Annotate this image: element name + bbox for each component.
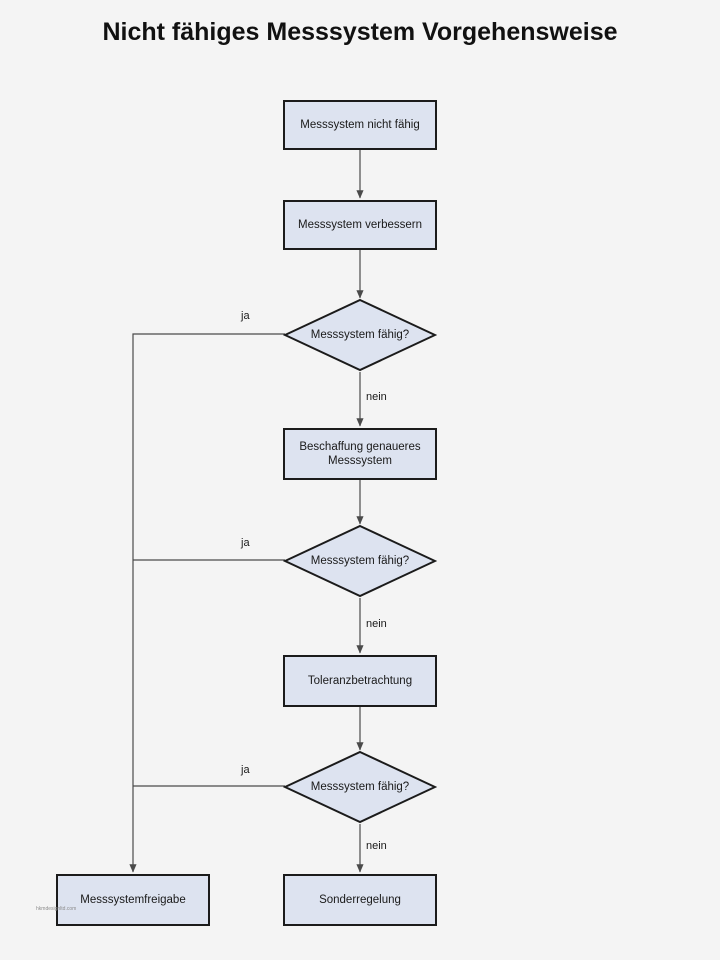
decision-messsystem-faehig-2[interactable] — [283, 524, 437, 598]
page-title: Nicht fähiges Messsystem Vorgehensweise — [102, 18, 618, 46]
node-messsystem-verbessern[interactable] — [283, 200, 437, 250]
edge-label-nein-1: nein — [366, 391, 387, 403]
node-toleranzbetrachtung[interactable] — [283, 655, 437, 707]
watermark: hkmdesignltd.com — [36, 906, 77, 912]
edge-label-nein-2: nein — [366, 618, 387, 630]
node-messsystem-nicht-faehig[interactable] — [283, 100, 437, 150]
node-label: Messsystemfreigabe — [80, 894, 186, 906]
decision-messsystem-faehig-1[interactable] — [283, 298, 437, 372]
decision-messsystem-faehig-3[interactable] — [283, 750, 437, 824]
node-messsystemfreigabe[interactable] — [56, 874, 210, 926]
node-label: Messsystem fähig? — [310, 781, 410, 793]
node-label: Sonderregelung — [319, 894, 401, 906]
edge-label-ja-3: ja — [241, 764, 250, 776]
node-label: Messsystem fähig? — [310, 555, 410, 567]
node-label: Messsystem nicht fähig — [300, 119, 420, 131]
node-label: Toleranzbetrachtung — [307, 675, 413, 687]
node-label: Messsystem verbessern — [298, 219, 422, 231]
node-beschaffung-genaueres-messsystem[interactable] — [283, 428, 437, 480]
edge-label-ja-1: ja — [241, 310, 250, 322]
node-label: Beschaffung genaueres Messsystem — [299, 441, 421, 467]
node-label: Messsystem fähig? — [310, 329, 410, 341]
edge-label-nein-3: nein — [366, 840, 387, 852]
node-sonderregelung[interactable] — [283, 874, 437, 926]
edge-label-ja-2: ja — [241, 537, 250, 549]
